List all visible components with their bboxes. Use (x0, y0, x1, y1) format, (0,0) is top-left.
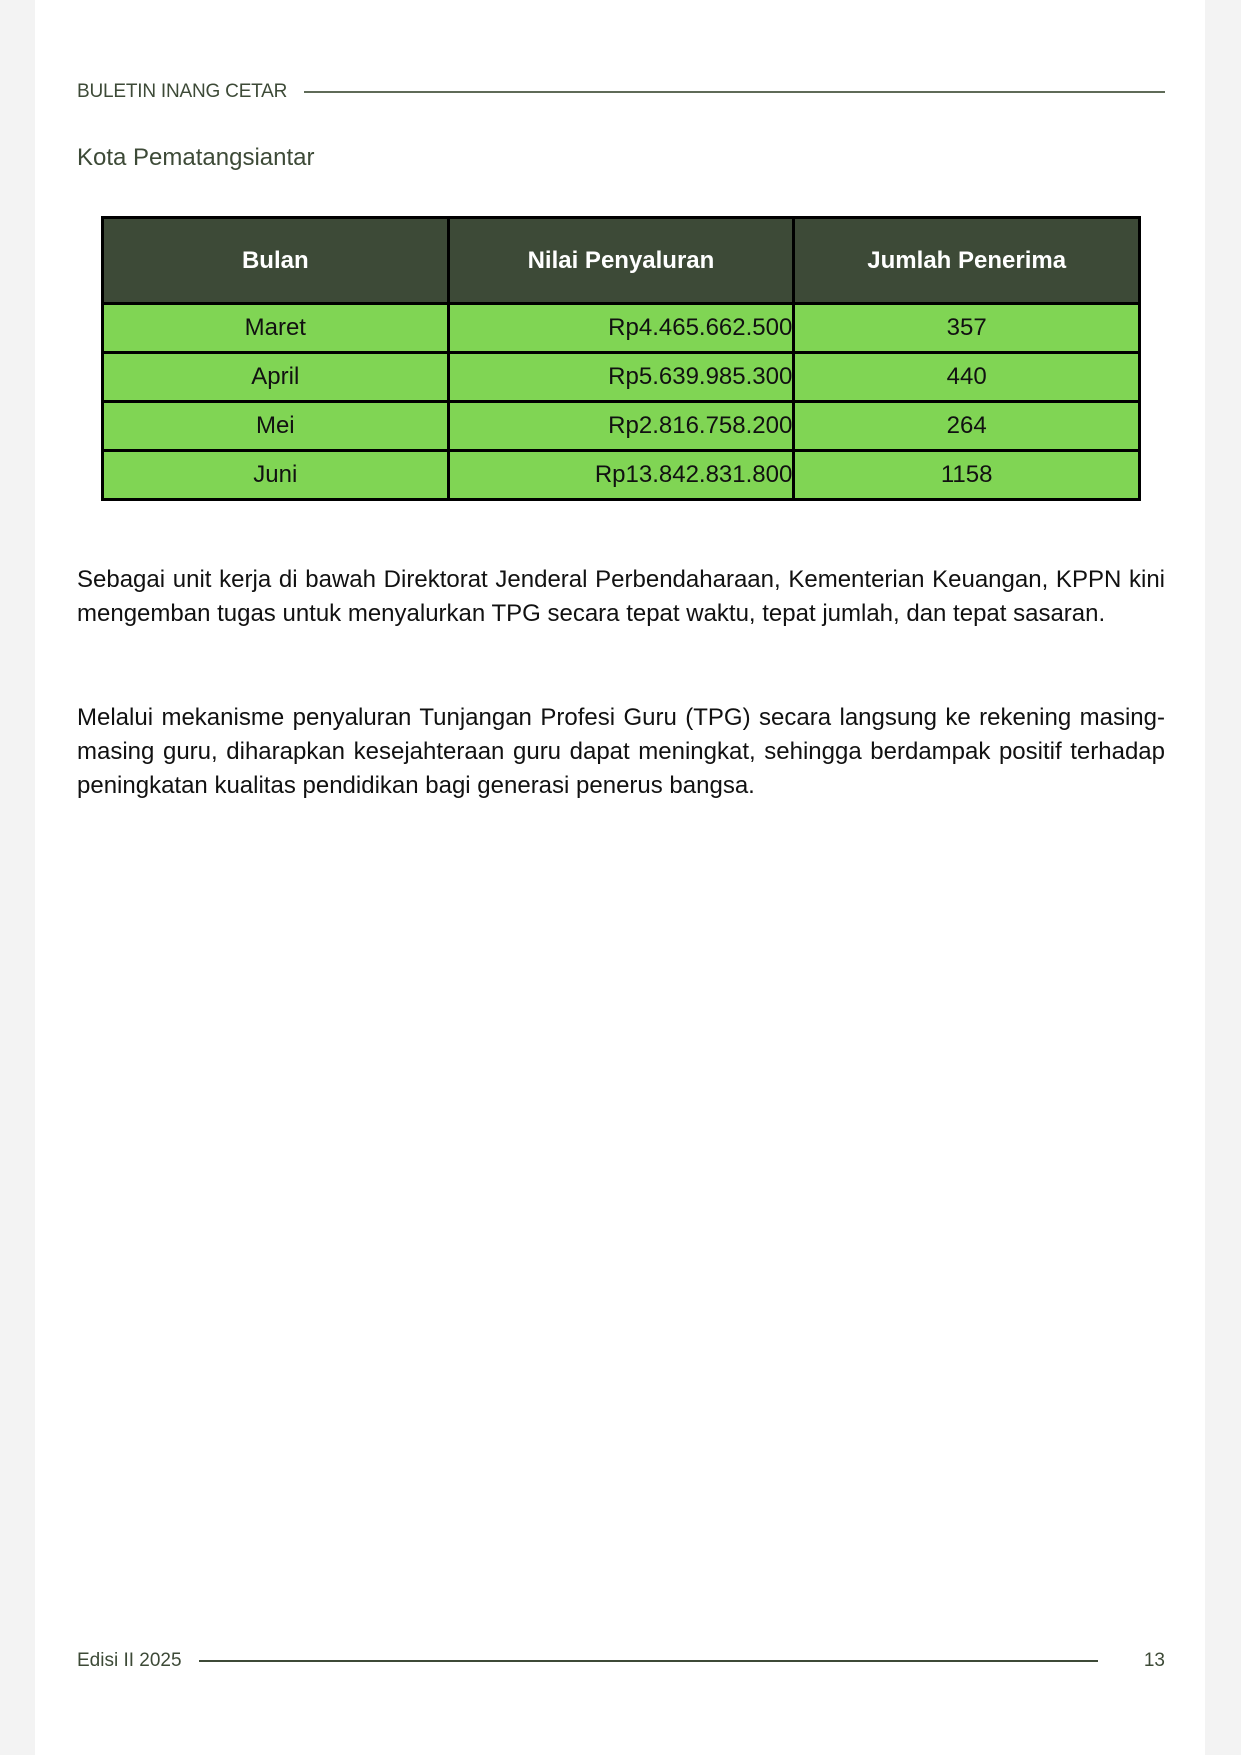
cell-bulan: Mei (103, 402, 449, 451)
column-header-jumlah-penerima: Jumlah Penerima (794, 218, 1140, 304)
table-header-row (103, 218, 1140, 304)
cell-nilai-penyaluran: Rp5.639.985.300 (448, 353, 794, 402)
column-header-nilai-penyaluran: Nilai Penyaluran (448, 218, 794, 304)
running-footer (77, 1648, 1165, 1674)
body-paragraph: Melalui mekanisme penyaluran Tunjangan Profesi Guru (TPG) secara langsung ke rekening masing-masing guru, diharapkan kesejahteraan guru dapat meningkat, sehingga berdampak positif terhadap peningkatan kualitas pendidikan bagi generasi penerus bangsa. (77, 704, 1165, 799)
cell-jumlah-penerima: 357 (794, 304, 1140, 353)
table-row (103, 451, 1140, 500)
cell-nilai-penyaluran: Rp13.842.831.800 (448, 451, 794, 500)
edition-label: Edisi II 2025 (77, 1650, 182, 1671)
table-row (103, 304, 1140, 353)
table-row (103, 402, 1140, 451)
cell-jumlah-penerima: 440 (794, 353, 1140, 402)
section-title: Kota Pematangsiantar (77, 144, 315, 171)
cell-bulan: Juni (103, 451, 449, 500)
cell-bulan: Maret (103, 304, 449, 353)
publication-title: BULETIN INANG CETAR (77, 81, 288, 102)
running-header (77, 79, 1165, 105)
document-page (35, 0, 1205, 1755)
cell-nilai-penyaluran: Rp4.465.662.500 (448, 304, 794, 353)
cell-bulan: April (103, 353, 449, 402)
header-rule (304, 91, 1165, 93)
cell-jumlah-penerima: 264 (794, 402, 1140, 451)
table-row (103, 353, 1140, 402)
column-header-bulan: Bulan (103, 218, 449, 304)
footer-rule (199, 1660, 1098, 1662)
body-paragraph: Sebagai unit kerja di bawah Direktorat Jenderal Perbendaharaan, Kementerian Keuangan, KPPN kini mengemban tugas untuk menyalurkan TPG secara tepat waktu, tepat jumlah, dan tepat sasaran. (77, 566, 1165, 627)
cell-nilai-penyaluran: Rp2.816.758.200 (448, 402, 794, 451)
distribution-table (101, 216, 1141, 501)
cell-jumlah-penerima: 1158 (794, 451, 1140, 500)
page-number: 13 (1143, 1650, 1165, 1671)
